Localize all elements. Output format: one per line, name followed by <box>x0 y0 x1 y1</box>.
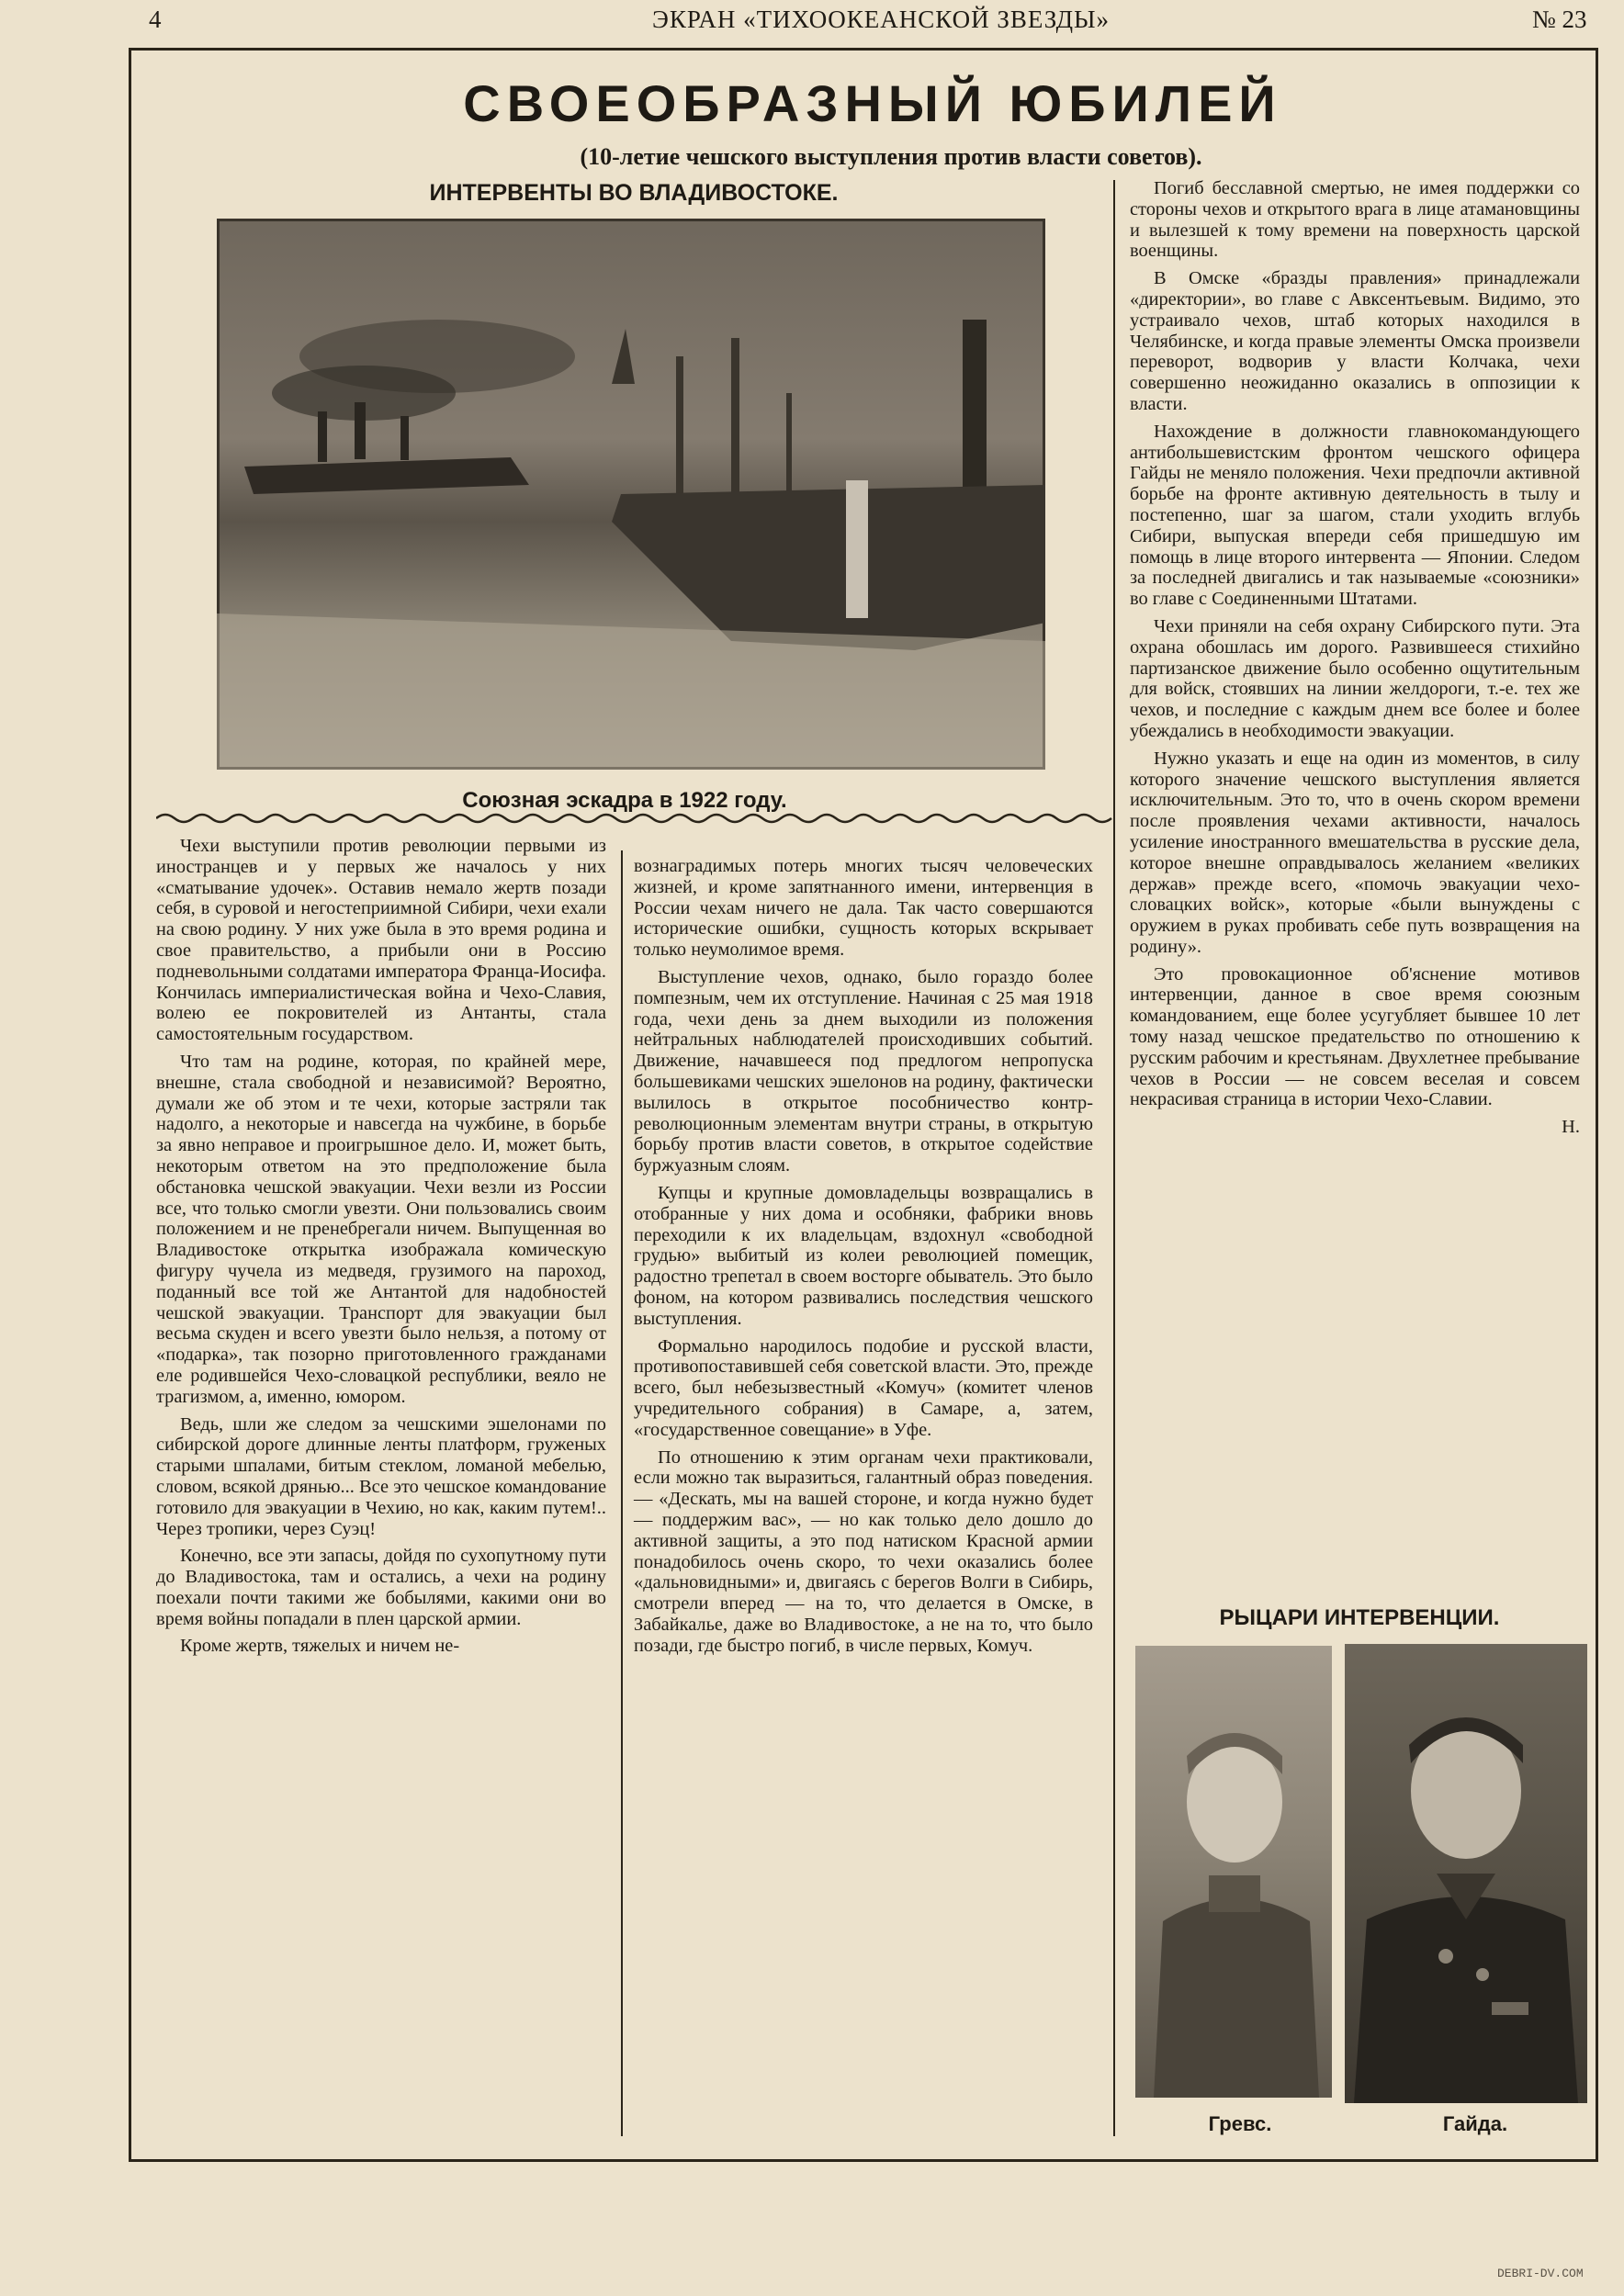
article-headline: СВОЕОБРАЗНЫЙ ЮБИЛЕЙ <box>463 74 1282 132</box>
paragraph: Формально народилось подобие и русской власти, противопоставившей себя советской власти. Это, прежде всего, был небезызвестный «Комуч» (комитет членов учредительного собрания) в Самаре, а, затем, «государственное совещание» в Уфе. <box>634 1335 1093 1440</box>
paragraph: Чехи приняли на себя охрану Сибирского пути. Эта охрана обошлась им дорого. Развившееся стихийно партизанское движение было особенно ощутительным для войск, стоявших на линии желдороги, т.-е. тех же чехов, и последние с каждым днем все более и более убеждались в необходимости эвакуации. <box>1130 615 1580 741</box>
article-column-3 <box>1130 178 1580 1144</box>
page-number: 4 <box>149 6 162 33</box>
portrait-caption-left: Гревс. <box>1208 2112 1272 2135</box>
portrait-caption-right: Гайда. <box>1442 2112 1508 2135</box>
source-watermark: DEBRI-DV.COM <box>1497 2267 1584 2280</box>
paragraph: вознаградимых потерь многих тысяч человеческих жизней, и кроме запятнанного имени, интервенция в России чехам ничего не дала. Так часто совершаются исторические ошибки, сущность которых вскрывает только неумолимое время. <box>634 856 1093 961</box>
portraits-heading: РЫЦАРИ ИНТЕРВЕНЦИИ. <box>1219 1605 1500 1630</box>
portrait-figure-icon <box>1345 1644 1587 2103</box>
photo-caption: Союзная эскадра в 1922 году. <box>462 788 787 813</box>
paragraph: Нужно указать и еще на один из моментов, в силу которого значение чешского выступления является исключительным. Это то, что в очень скором времени после проявления чехами активности, началось усиление иностранного вмешательства в русские дела, которое внешне оправдывалось желанием «великих держав» прежде всего, «помочь эвакуации чехо-словацких войск», которые «были вынуждены с оружием в руках пробивать себе путь возвращения на родину». <box>1130 748 1580 957</box>
paragraph: В Омске «бразды правления» принадлежали «директории», во главе с Авксентьевым. Видимо, это устраивало чехов, штаб которых находился в Челябинске, и когда правые элементы Омска произвели переворот, водворив у власти Колчака, чехи совершенно неожиданно оказались в оппозиции к власти. <box>1130 268 1580 414</box>
column-rule-b <box>1113 180 1115 2136</box>
paragraph: По отношению к этим органам чехи практиковали, если можно так выразиться, галантный образ поведения. — «Дескать, мы на вашей стороне, и когда нужно будет — поддержим вас», — но как только дело дошло до активной защиты, а это под натиском Красной армии понадобилось очень скоро, то чехи оказались более «дальновидными» и, двигаясь с берегов Волги в Сибирь, смотрели вперед — на то, что делается в Омске, в Забайкалье, даже во Владивостоке, а не на то, что было позади, где быстро погиб, в числе первых, Комуч. <box>634 1446 1093 1656</box>
portrait-figure-icon <box>1135 1646 1332 2098</box>
author-signature: Н. <box>1562 1117 1580 1138</box>
paragraph: Купцы и крупные домовладельцы возвращались в отобранные у них дома и особняки, фабрики вновь переходили к их владельцам, вздохнул «свободной грудью» выбитый из колеи революцией помещик, радостно трепетал в своем восторге обыватель. Это было фоном, на котором развивались последствия чешского выступления. <box>634 1182 1093 1329</box>
wavy-divider <box>156 810 1121 827</box>
article-column-2 <box>634 856 1093 1662</box>
column-rule-a <box>621 850 623 2136</box>
paragraph: Выступление чехов, однако, было гораздо более помпезным, чем их отступление. Начиная с 25 мая 1918 года, чехи день за днем выходили из положения нейтральных наблюдателей происходивших событий. Движение, начавшееся под предлогом непропуска большевиками чешских эшелонов на родину, фактически вылилось в открытое пособничество контр-революционным элементам внутри страны, в открытую борьбу против власти советов, в открытое содействие буржуазным слоям. <box>634 966 1093 1176</box>
page-header <box>138 6 1624 46</box>
paragraph: Это провокационное об'яснение мотивов интервенции, данное в свое время союзным командованием, еще более усугубляет бывшее 10 лет тому назад чешское предательство по отношению к русским рабочим и крестьянам. Двухлетнее пребывание чехов в России — не совсем веселая и совсем некрасивая страница в истории Чехо-Славии. <box>1130 963 1580 1110</box>
paragraph: Погиб бесславной смертью, не имея поддержки со стороны чехов и открытого врага в лице атамановщины и вылезшей к тому времени на поверхность царской военщины. <box>1130 178 1580 262</box>
article-column-1 <box>156 836 606 1663</box>
newspaper-title: ЭКРАН «ТИХООКЕАНСКОЙ ЗВЕЗДЫ» <box>652 6 1111 33</box>
portrait-greves <box>1135 1646 1332 2098</box>
squadron-photo <box>217 219 1045 770</box>
harbor-scene-illustration <box>217 219 1045 770</box>
paragraph: Чехи выступили против революции первыми из иностранцев и у первых же началось у них «сматывание удочек». Оставив немало жертв позади себя, в суровой и негостеприимной Сибири, чехи ехали на свою родину. У них уже была в это время родина и свое правительство, а прибыли они в Россию подневольными солдатами императора Франца-Иосифа. Кончилась империалистическая война и Чехо-Славия, волею ее покровителей из Антанты, стала самостоятельным государством. <box>156 836 606 1045</box>
paragraph: Что там на родине, которая, по крайней мере, внешне, стала свободной и независимой? Вероятно, думали же об этом и те чехи, которые застряли так надолго, а некоторые и навсегда на чужбине, в борьбе за явно неправое и проигрышное дело. И, может быть, некоторым ответом на это предположение была обстановка чешской эвакуации. Чехи везли из России все, что только смогли увезти. Они пользовались своим положением и не пренебрегали ничем. Выпущенная во Владивостоке открытка изображала комическую фигуру чучела из медведя, грузимого на пароход, поданный все той же Антантой для надобностей чешской эвакуации. Транспорт для эвакуации был весьма скуден и всего увезти было нельзя, а потому от «подарка», так позорно приготовленного гражданами еле родившейся Чехо-словацкой республики, веяло не трагизмом, а, именно, юмором. <box>156 1051 606 1407</box>
issue-number: № 23 <box>1532 6 1587 33</box>
paragraph: Нахождение в должности главнокомандующего антибольшевистским фронтом чешского офицера Гайды не меняло положения. Чехи предпочли активной борьбе на фронте активную деятельность в тылу и постепенно, шаг за шагом, стали уходить вглубь Сибири, выпуская впереди себя пришедшую им помощь в лице второго интервента — Японии. Следом за последней двигались и так называемые «союзники» во главе с Соединенными Штатами. <box>1130 421 1580 610</box>
paragraph: Ведь, шли же следом за чешскими эшелонами по сибирской дороге длинные ленты платформ, груженых старыми шпалами, битым стеклом, ломаной мебелью, словом, всякой дрянью... Все это чешское командование готовило для эвакуации в Чехию, но как, каким путем!.. Через тропики, через Суэц! <box>156 1413 606 1539</box>
paragraph: Конечно, все эти запасы, дойдя по сухопутному пути до Владивостока, там и остались, а чехи на родину поехали почти такими же бобылями, какими они во время войны попадали в плен царской армии. <box>156 1546 606 1629</box>
article-subheadline: (10-летие чешского выступления против власти советов). <box>580 143 1202 170</box>
portrait-gaida <box>1345 1644 1587 2103</box>
photo-title: ИНТЕРВЕНТЫ ВО ВЛАДИВОСТОКЕ. <box>429 180 839 206</box>
paragraph: Кроме жертв, тяжелых и ничем не- <box>180 1636 460 1657</box>
